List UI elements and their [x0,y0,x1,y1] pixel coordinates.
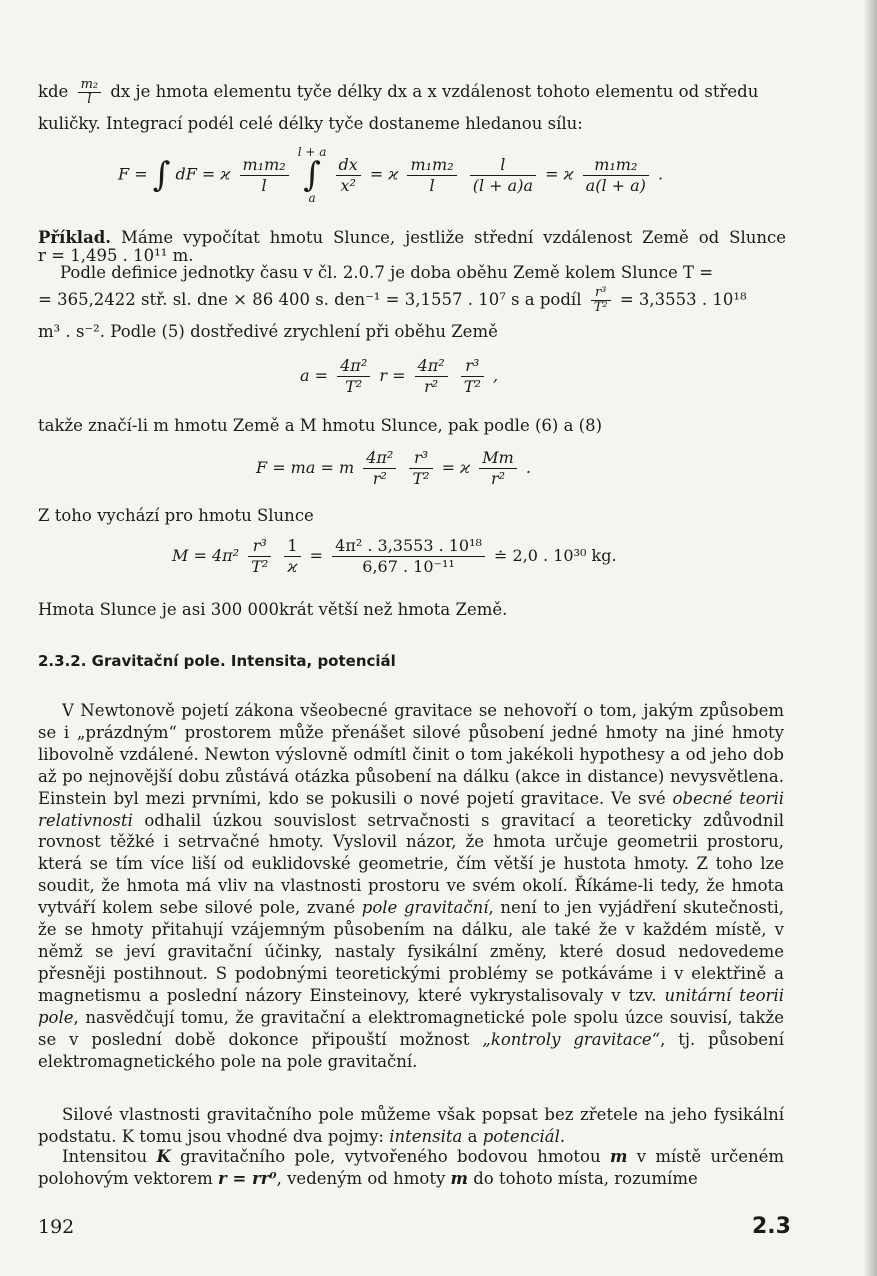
eq2-end: , [492,366,499,385]
example-label: Příklad. [38,228,112,247]
eq4-f2-den: ϰ [287,557,298,576]
p3-position-vector: r = rr⁰ [218,1168,277,1188]
eq3-f1-den: r² [372,469,387,488]
example-line-5: m³ . s⁻². Podle (5) dostředivé zrychlení při oběhu Země [38,322,498,341]
p1-italic-unified-field: unitární teorii pole [38,985,785,1027]
example-ratio-frac [591,286,611,315]
eq1-end: . [658,164,664,184]
intro-fraction [78,78,102,107]
eq1-frac5-den: a(l + a) [585,175,646,195]
eq3-mid: = ϰ [441,458,471,477]
p3-vector-K: K [156,1147,171,1166]
p1-italic-relativity: obecné teorii relativnosti [38,788,784,830]
eq1-frac5 [583,155,649,196]
eq2-f3-den: T² [463,377,481,396]
intro-line1-rest: dx je hmota elementu tyče délky dx a x vzdálenost tohoto elementu od středu [110,82,759,101]
eq3-frac2 [409,448,432,489]
eq3-f3-den: r² [490,469,505,488]
integral-sign-icon: ∫ [303,155,321,195]
eq4-frac2 [284,536,300,577]
intro-line-2: kuličky. Integrací podél celé délky tyče dostaneme hledanou sílu: [38,114,583,133]
eq1-frac3-den: l [429,175,435,195]
p1-italic-gravity-field: pole gravitační [361,898,489,918]
intro-frac-num: m₂ [78,78,102,93]
paragraph-sun-ratio: Hmota Slunce je asi 300 000krát větší než hmota Země. [38,600,508,619]
eq1-frac4 [470,155,536,196]
eq2-f1-den: T² [345,377,363,396]
intro-frac-den: l [87,92,92,107]
p2-italic-intensity: intensita [389,1126,463,1146]
eq1-eq-a: = ϰ [369,164,399,184]
eq2-frac1 [337,356,370,397]
eq4-f1-den: T² [251,557,269,576]
p2-text-c: . [559,1126,566,1146]
eq4-lhs: M = 4π² [172,546,240,565]
example-text-1: Máme vypočítat hmotu Slunce, jestliže střední vzdálenost Země od Slunce [120,228,786,247]
eq1-frac4-num: l [470,155,536,176]
example-line-2: r = 1,495 . 10¹¹ m. [38,246,194,265]
p3-text-a: Intensitou [62,1147,148,1166]
integral-sign-icon: ∫ [152,155,171,195]
eq1-frac2-den: x² [340,175,356,195]
eq2-frac3 [461,356,484,397]
p2-text-a: Silové vlastnosti gravitačního pole můžeme však popsat bez zřetele na jeho fysikální podstatu. K tomu jsou vhodné dva pojmy: [38,1105,784,1146]
equation-force-mass [256,448,531,489]
eq1-definite-integral [298,146,327,204]
eq2-f3-num: r³ [461,356,484,377]
eq1-frac3 [407,155,456,196]
eq3-f1-num: 4π² [363,448,396,469]
eq4-f1-num: r³ [248,536,271,557]
example-ratio-num: r³ [591,286,611,301]
p1-text-c: , není to jen vyjádření skutečnosti, že se hmoty přitahují vzájemným působením na dálku, ale také že v každém místě, v němž se jeví gravitační účinky, nastaly fysikální změny, které dosud nedovedeme přesněji postihnout. S podobnými teoretickými problémy se potkáváme i v elektřině a magnetismu a poslední názory Einsteinovy, které vykrystalisovaly v tzv. [38,898,784,1005]
p3-mass-m: m [609,1147,628,1166]
eq2-mid: r = [379,366,406,385]
eq1-frac1-num: m₁m₂ [240,155,289,176]
equation-sun-mass [172,536,617,577]
eq3-frac3 [479,448,517,489]
p1-text-a: V Newtonově pojetí zákona všeobecné gravitace se nehovoří o tom, jakým způsobem se i „prázdným“ prostorem může přenášet silové působení jedné hmoty na jiné hmoty libovolně vzdálené. Newton výslovně odmítl činit o tom jakékoli hypothesy a od jeho dob až po nejnovější dobu zůstává otázka působení na dálku (akce in distance) nevysvětlena. Einstein byl mezi prvními, kdo se pokusili o nové pojetí gravitace. Ve své [38,701,784,808]
paragraph-mass-notation: takže značí-li m hmotu Země a M hmotu Slunce, pak podle (6) a (8) [38,416,603,435]
eq4-frac3 [332,536,485,577]
eq3-f2-den: T² [412,469,430,488]
example-ratio-den: T² [593,300,608,315]
p1-text-b: odhalil úzkou souvislost setrvačnosti s gravitací a teoreticky zdůvodnil rovnost těžké i setrvačné hmoty. Vyslovil názor, že hmota určuje geometrii prostoru, která se tím více liší od euklidovské geometrie, čím větší je hustota hmoty. Z toho lze soudit, že hmota má vliv na vlastnosti prostoru ve svém okolí. Říkáme-li tedy, že hmota vytváří kolem sebe silové pole, zvané [38,810,785,918]
eq4-f3-num: 4π² . 3,3553 . 10¹⁸ [332,536,485,557]
example-text-4b: = 3,3553 . 10¹⁸ [619,290,747,309]
eq2-lhs: a = [300,366,329,385]
example-line-3: Podle definice jednotky času v čl. 2.0.7 je doba oběhu Země kolem Slunce T = [60,263,714,282]
eq1-frac5-num: m₁m₂ [583,155,649,176]
section-number: 2.3 [752,1214,791,1239]
eq1-lower-limit: a [308,191,316,205]
eq1-frac4-den: (l + a)a [472,175,533,195]
eq1-eq-b: = ϰ [545,164,574,184]
example-text-4a: = 365,2422 stř. sl. dne × 86 400 s. den⁻¹ = 3,1557 . 10⁷ s a podíl [38,290,582,309]
eq4-rhs: ≐ 2,0 . 10³⁰ kg. [494,546,617,565]
example-line-1 [38,228,786,248]
eq1-upper-limit: l + a [297,145,327,159]
equation-acceleration [300,356,498,397]
eq4-frac1 [248,536,271,577]
eq1-frac1 [240,155,289,196]
page-edge-shadow [863,0,877,1276]
p1-italic-gravity-control: „kontroly gravitace“ [482,1029,661,1049]
section-heading: 2.3.2. Gravitační pole. Intensita, potenciál [38,652,396,670]
equation-force-integral [118,146,663,204]
p3-mass-m-2: m [450,1168,468,1188]
eq2-f2-num: 4π² [415,356,448,377]
eq1-frac2-num: dx [336,155,361,176]
eq1-lhs: F = [118,164,148,184]
p2-text-b: a [467,1126,478,1146]
eq1-frac3-num: m₁m₂ [407,155,456,176]
example-line-4 [38,286,786,315]
eq4-mid: = [309,546,324,565]
body-paragraph-3 [38,1146,784,1190]
eq3-lhs: F = ma = m [256,458,355,477]
eq1-frac1-den: l [261,175,267,195]
eq1-frac2 [336,155,361,196]
intro-kde: kde [38,82,69,101]
eq2-f1-num: 4π² [337,356,370,377]
eq3-end: . [525,458,531,477]
p3-text-c: v místě určeném polohovým vektorem [38,1147,785,1188]
p3-text-d: , vedeným od hmoty [276,1168,446,1188]
body-paragraph-1 [38,700,784,1072]
eq3-f2-num: r³ [409,448,432,469]
p2-italic-potential: potenciál [482,1126,560,1146]
paragraph-sun-mass: Z toho vychází pro hmotu Slunce [38,506,314,525]
eq2-frac2 [415,356,448,397]
p3-text-b: gravitačního pole, vytvořeného bodovou hmotou [180,1147,601,1166]
p1-text-d: , nasvědčují tomu, že gravitační a elektromagnetické pole spolu úzce souvisí, takže se v poslední době dokonce připouští možnost [38,1007,784,1049]
body-paragraph-2 [38,1104,784,1148]
eq2-f2-den: r² [424,377,439,396]
intro-line-1 [38,78,786,107]
eq4-f3-den: 6,67 . 10⁻¹¹ [362,557,455,576]
eq3-frac1 [363,448,396,489]
p3-text-e: do tohoto místa, rozumíme [473,1168,698,1188]
eq1-dF: dF = ϰ [175,164,231,184]
page-number: 192 [38,1216,75,1238]
eq4-f2-num: 1 [284,536,300,557]
eq3-f3-num: Mm [479,448,517,469]
p1-text-e: , tj. působení elektromagnetického pole na pole gravitační. [38,1029,784,1071]
